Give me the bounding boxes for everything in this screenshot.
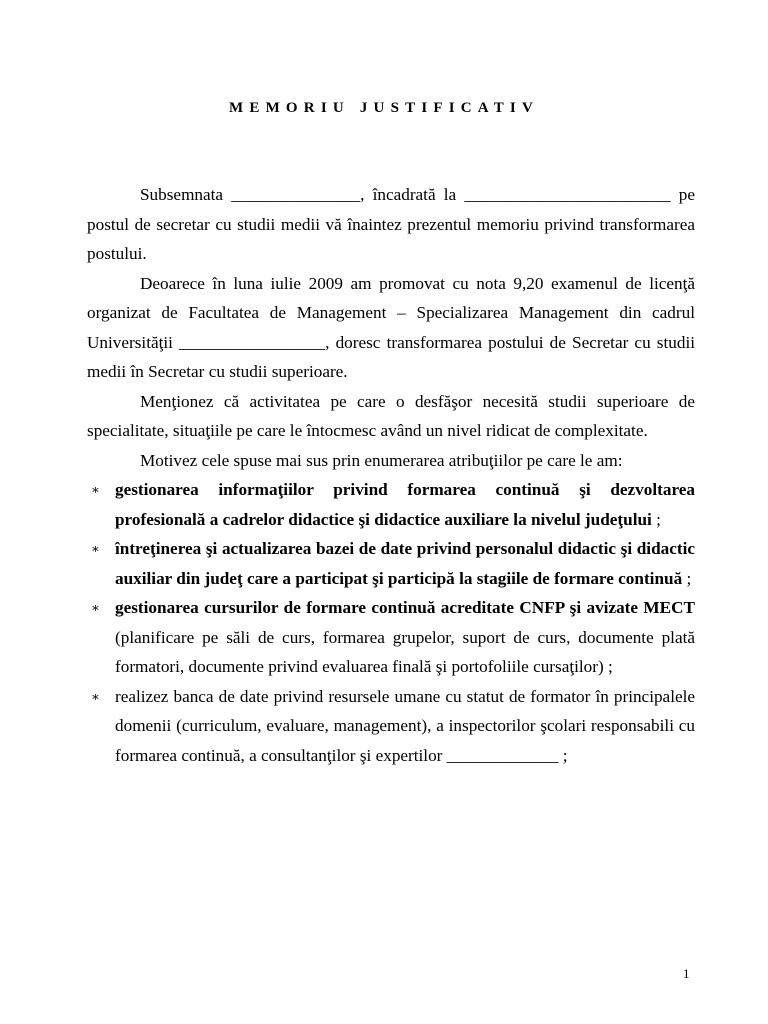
list-item	[87, 534, 695, 593]
list-item-bold: gestionarea cursurilor de formare continuă acreditate CNFP şi avizate MECT	[115, 598, 695, 617]
list-item	[87, 593, 695, 682]
list-item-text: ;	[651, 509, 661, 529]
paragraph-motivation: Motivez cele spuse mai sus prin enumerarea atribuţiilor pe care le am:	[140, 450, 623, 470]
list-item-bold: gestionarea informaţiilor privind formarea continuă şi dezvoltarea profesională a cadrelor didactice şi didactice auxiliare la nivelul judeţului	[115, 480, 695, 529]
list-item	[87, 475, 695, 534]
duties-list	[87, 475, 695, 770]
paragraph-intro: Subsemnata _______________, încadrată la ________________________ pe postul de secretar cu studii medii vă înaintez prezentul memoriu privind transformarea postului.	[87, 185, 695, 263]
list-item-text: realizez banca de date privind resursele umane cu statut de formator în principalele domenii (curriculum, evaluare, management), a inspectorilor şcolari responsabili cu formarea continuă, a consultanţilor şi expertilor _____________ ;	[115, 686, 695, 765]
list-item-text: (planificare pe săli de curs, formarea grupelor, suport de curs, documente plată formatori, documente privind evaluarea finală şi portofoliile cursaţilor) ;	[115, 627, 695, 676]
bullet-asterisk-icon: ∗	[91, 600, 100, 615]
list-item-bold: întreţinerea şi actualizarea bazei de date privind personalul didactic şi didactic auxiliar din judeţ care a participat şi participă la stagiile de formare continuă	[115, 539, 695, 588]
document-body	[87, 180, 695, 770]
bullet-asterisk-icon: ∗	[91, 541, 100, 556]
bullet-asterisk-icon: ∗	[91, 688, 100, 704]
paragraph-license: Deoarece în luna iulie 2009 am promovat cu nota 9,20 examenul de licenţă organizat de Facultatea de Management – Specializarea Management din cadrul Universităţii _________________, doresc transformarea postului de Secretar cu studii medii în Secretar cu studii superioare.	[87, 273, 695, 381]
list-item-text: ;	[682, 568, 692, 588]
document-title: MEMORIU JUSTIFICATIV	[229, 100, 539, 116]
paragraph-activity: Menţionez că activitatea pe care o desfăşor necesită studii superioare de specialitate, situaţiile pe care le întocmesc având un nivel ridicat de complexitate.	[87, 391, 695, 440]
bullet-asterisk-icon: ∗	[91, 482, 100, 497]
page-number: 1	[683, 966, 690, 981]
list-item	[87, 682, 695, 771]
